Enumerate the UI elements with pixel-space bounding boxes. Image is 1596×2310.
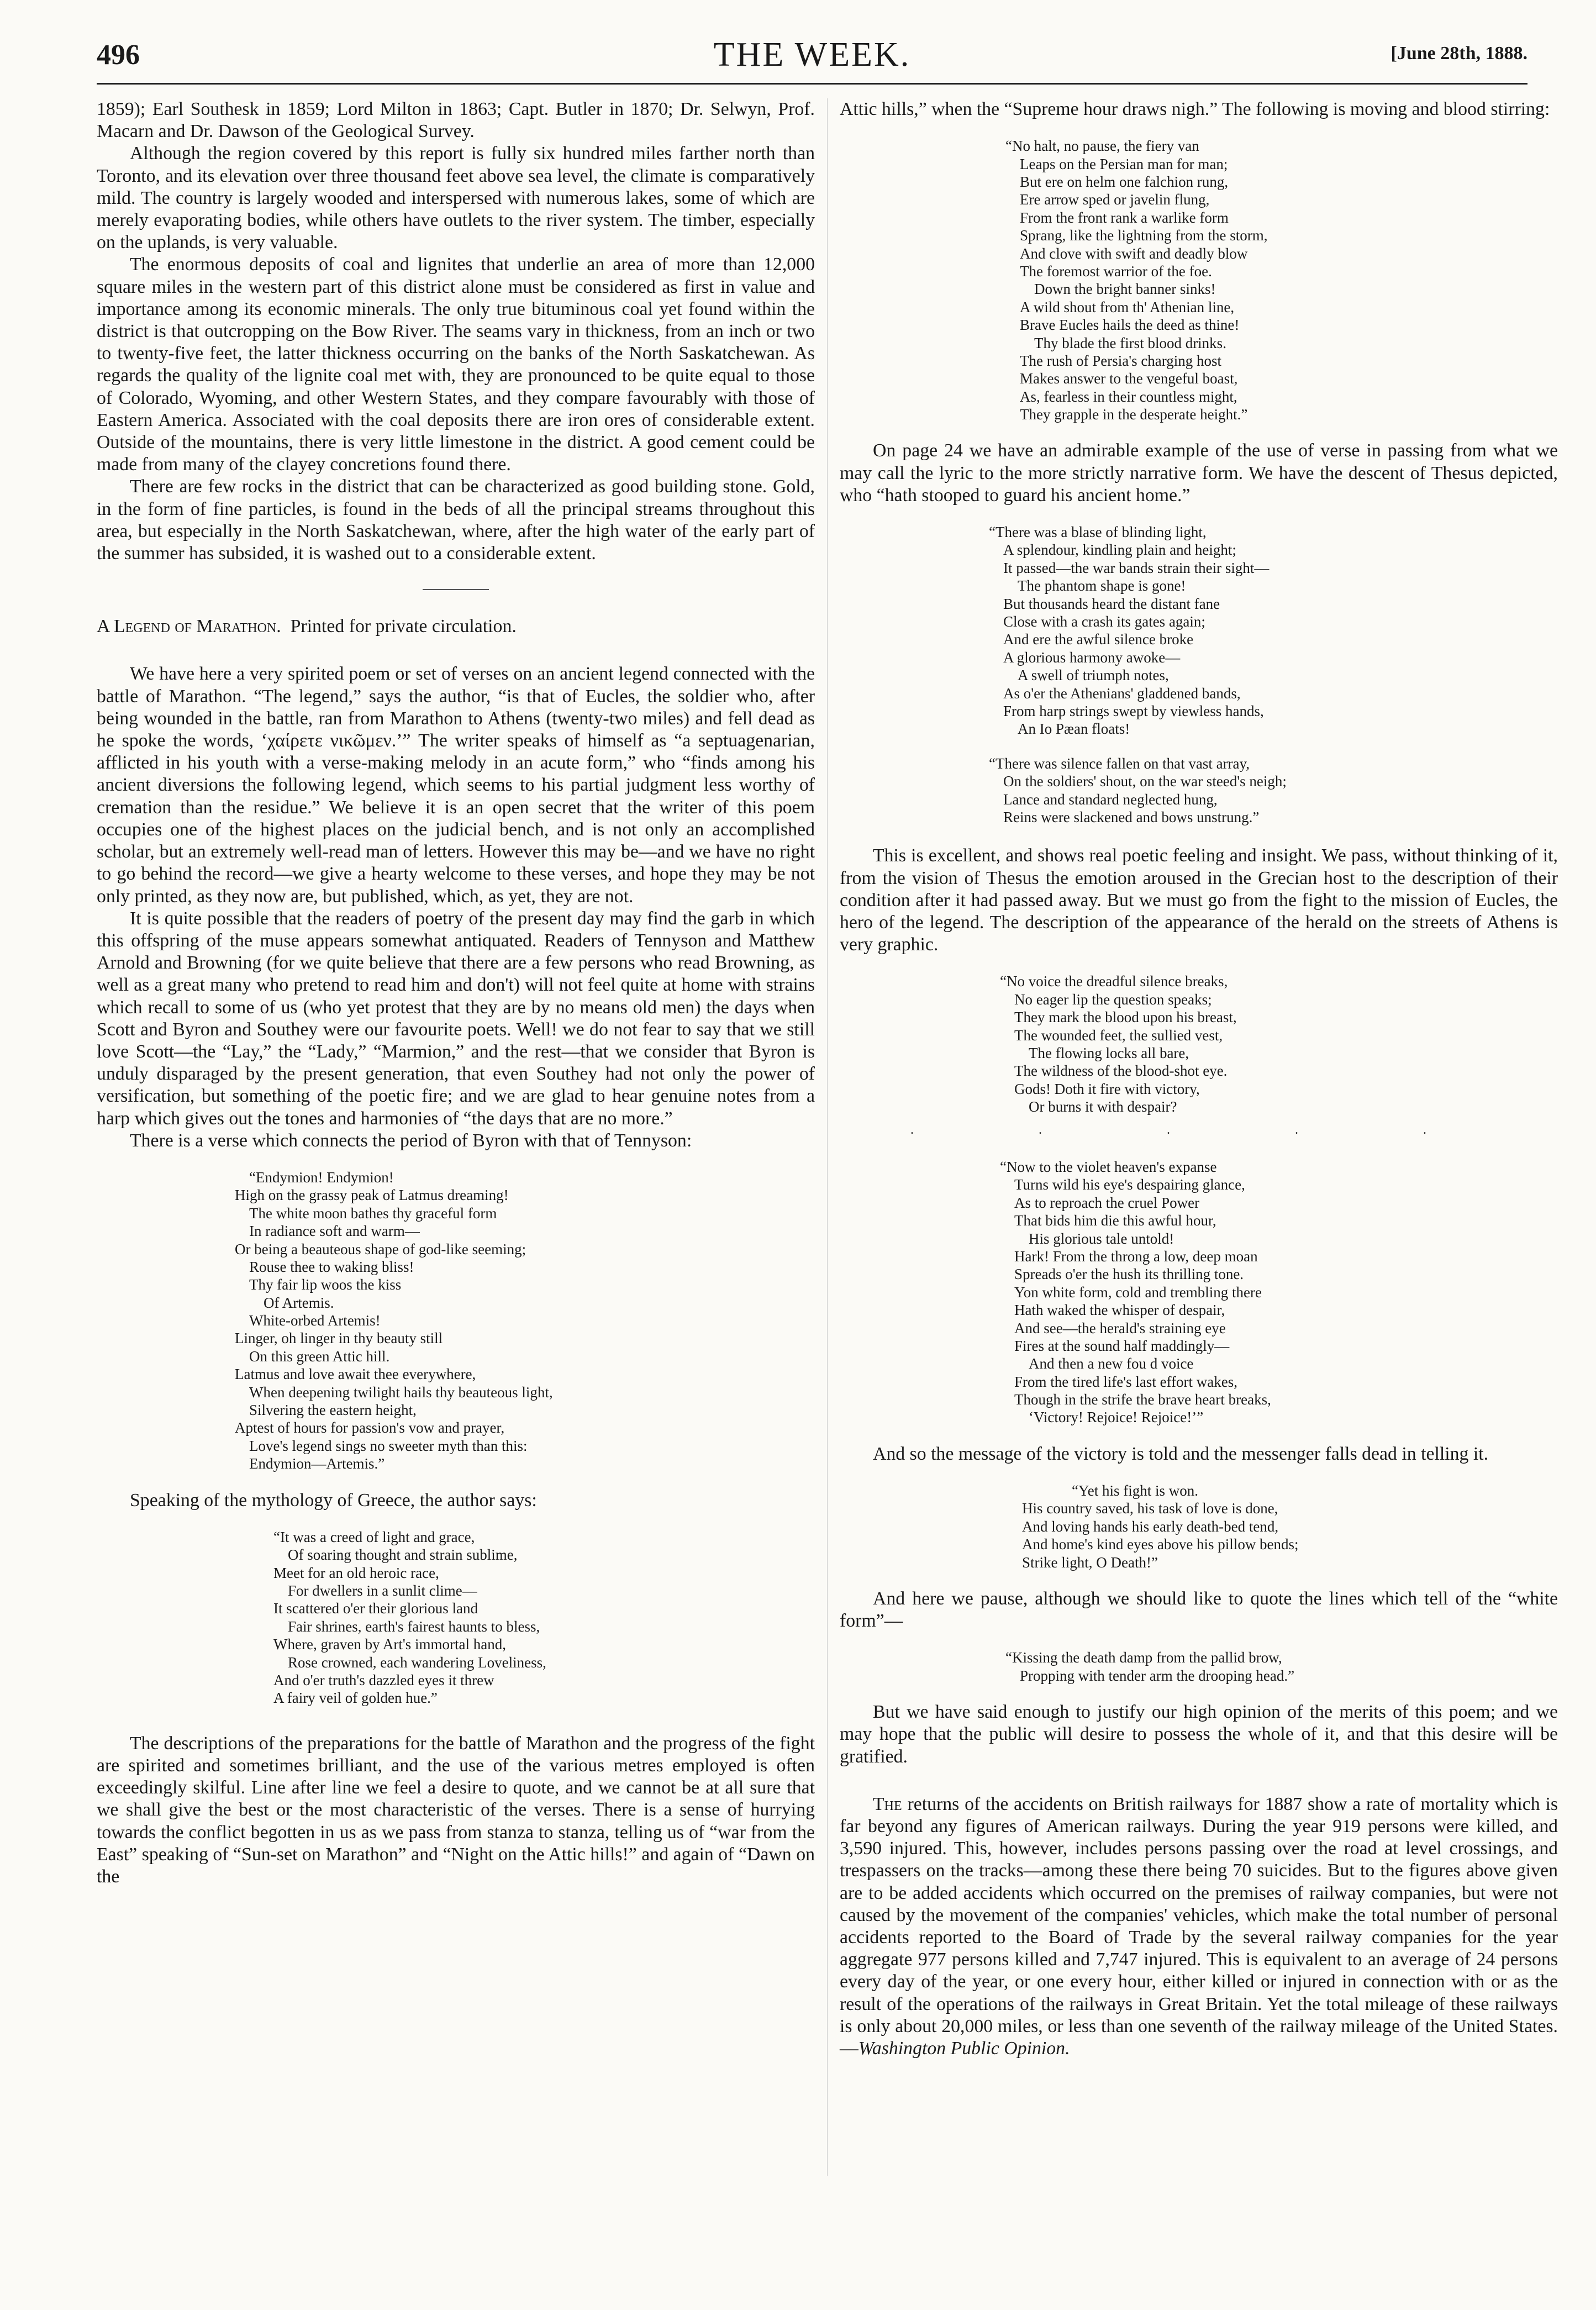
source-credit: Washington Public Opinion. bbox=[858, 2038, 1070, 2059]
verse-line: “Endymion! Endymion! bbox=[249, 1169, 394, 1186]
verse-line: Sprang, like the lightning from the storm, bbox=[1020, 227, 1268, 244]
verse-line: “There was a blase of blinding light, bbox=[989, 524, 1207, 541]
verse-line: Linger, oh linger in thy beauty still bbox=[235, 1330, 443, 1347]
verse-line: And home's kind eyes above his pillow bends; bbox=[1022, 1536, 1299, 1553]
verse-line: The phantom shape is gone! bbox=[1018, 577, 1186, 594]
verse-line: For dwellers in a sunlit clime— bbox=[288, 1582, 477, 1599]
verse-line: “There was silence fallen on that vast array, bbox=[989, 755, 1250, 772]
header-rule bbox=[97, 83, 1527, 85]
verse-line: Turns wild his eye's despairing glance, bbox=[1014, 1176, 1245, 1193]
verse-line: High on the grassy peak of Latmus dreaming! bbox=[235, 1187, 509, 1204]
verse-line: Gods! Doth it fire with victory, bbox=[1014, 1080, 1200, 1097]
verse-line: A wild shout from th' Athenian line, bbox=[1020, 298, 1235, 315]
verse-line: Fair shrines, earth's fairest haunts to bless, bbox=[288, 1618, 540, 1635]
verse-herald bbox=[1000, 972, 1558, 1115]
page-number: 496 bbox=[97, 39, 140, 71]
verse-line: Rouse thee to waking bliss! bbox=[249, 1258, 414, 1275]
verse-line: The wounded feet, the sullied vest, bbox=[1014, 1027, 1223, 1044]
verse-line: As, fearless in their countless might, bbox=[1020, 388, 1237, 405]
verse-line: In radiance soft and warm— bbox=[249, 1223, 420, 1240]
verse-line: Thy blade the first blood drinks. bbox=[1034, 334, 1226, 351]
verse-line: “Kissing the death damp from the pallid brow, bbox=[1005, 1649, 1282, 1666]
verse-line: Ere arrow sped or javelin flung, bbox=[1020, 191, 1210, 208]
verse-line: The rush of Persia's charging host bbox=[1020, 352, 1222, 369]
verse-line: Where, graven by Art's immortal hand, bbox=[273, 1636, 506, 1653]
verse-mythology bbox=[273, 1528, 815, 1707]
verse-line: His glorious tale untold! bbox=[1029, 1230, 1174, 1247]
paragraph: Although the region covered by this report is fully six hundred miles farther north than Toronto, and its elevation over three thousand feet above sea level, the climate is comparatively mild. The country is largely wooded and interspersed with numerous lakes, some of which are merely evaporating bodies, while others have outlets to the river system. The timber, especially on the uplands, is very valuable. bbox=[97, 143, 815, 253]
verse-line: Down the bright banner sinks! bbox=[1034, 281, 1216, 298]
verse-line: “No voice the dreadful silence breaks, bbox=[1000, 973, 1228, 990]
paragraph bbox=[840, 1793, 1558, 2060]
paragraph: And here we pause, although we should like to quote the lines which tell of the “white form”— bbox=[840, 1588, 1558, 1632]
review-note: Printed for private circulation. bbox=[290, 616, 517, 637]
verse-line: Latmus and love await thee everywhere, bbox=[235, 1366, 476, 1383]
verse-line: They mark the blood upon his breast, bbox=[1014, 1009, 1237, 1026]
verse-line: As o'er the Athenians' gladdened bands, bbox=[1003, 685, 1241, 702]
verse-line: Hath waked the whisper of despair, bbox=[1014, 1302, 1225, 1319]
verse-line: On the soldiers' shout, on the war steed's neigh; bbox=[1003, 773, 1287, 790]
masthead: THE WEEK. bbox=[713, 36, 911, 73]
verse-line: The white moon bathes thy graceful form bbox=[249, 1204, 497, 1222]
paragraph: But we have said enough to justify our high opinion of the merits of this poem; and we may hope that the public will desire to possess the whole of it, and that this desire will be gratified. bbox=[840, 1702, 1558, 1767]
verse-line: The flowing locks all bare, bbox=[1029, 1044, 1189, 1061]
verse-line: That bids him die this awful hour, bbox=[1014, 1212, 1216, 1229]
verse-line: His country saved, his task of love is done, bbox=[1022, 1500, 1278, 1517]
page-header bbox=[97, 33, 1527, 77]
verse-line: A glorious harmony awoke— bbox=[1003, 649, 1181, 666]
verse-line: And then a new fou d voice bbox=[1029, 1355, 1194, 1372]
verse-death bbox=[1022, 1482, 1558, 1571]
verse-line: “Now to the violet heaven's expanse bbox=[1000, 1159, 1217, 1175]
verse-battle bbox=[1005, 137, 1558, 423]
lead-word: The bbox=[873, 1793, 902, 1814]
verse-line: Though in the strife the brave heart breaks, bbox=[1014, 1391, 1271, 1408]
verse-line: Or being a beauteous shape of god-like seeming; bbox=[235, 1240, 526, 1257]
verse-line: A splendour, kindling plain and height; bbox=[1003, 541, 1236, 559]
verse-white-form bbox=[1005, 1649, 1558, 1685]
paragraph: The descriptions of the preparations for the battle of Marathon and the progress of the fight are spirited and sometimes brilliant, and the use of the various metres employed is often exceedingly skilful. Line after line we feel a desire to quote, and we cannot be at all sure that we shall give the best or the most characteristic of the verses. There is a sense of hurrying towards the conflict begotten in us as we pass from stanza to stanza, telling us of “war from the East” speaking of “Sun-set on Marathon” and “Night on the Attic hills!” and again of “Dawn on the bbox=[97, 1733, 815, 1887]
verse-line: An Io Pæan floats! bbox=[1018, 720, 1130, 738]
verse-line: And loving hands his early death-bed tend, bbox=[1022, 1518, 1279, 1535]
verse-silence bbox=[989, 755, 1558, 827]
verse-line: Yon white form, cold and trembling there bbox=[1014, 1283, 1262, 1301]
column-rule bbox=[827, 98, 828, 2176]
verse-line: Brave Eucles hails the deed as thine! bbox=[1020, 317, 1240, 334]
verse-line: But ere on helm one falchion rung, bbox=[1020, 173, 1229, 190]
verse-line: When deepening twilight hails thy beauteous light, bbox=[249, 1383, 553, 1401]
verse-line: As to reproach the cruel Power bbox=[1014, 1194, 1200, 1211]
verse-line: And see—the herald's straining eye bbox=[1014, 1319, 1226, 1336]
paragraph: 1859); Earl Southesk in 1859; Lord Milton in 1863; Capt. Butler in 1870; Dr. Selwyn, Prof. Macarn and Dr. Dawson of the Geological Survey. bbox=[97, 99, 815, 142]
verse-line: “Yet his fight is won. bbox=[1072, 1482, 1199, 1499]
verse-line: ‘Victory! Rejoice! Rejoice!’” bbox=[1029, 1409, 1204, 1426]
verse-line: Hark! From the throng a low, deep moan bbox=[1014, 1248, 1258, 1265]
paragraph: There is a verse which connects the period of Byron with that of Tennyson: bbox=[130, 1130, 692, 1151]
verse-line: Leaps on the Persian man for man; bbox=[1020, 155, 1228, 172]
verse-line: Spreads o'er the hush its thrilling tone. bbox=[1014, 1266, 1244, 1283]
issue-date: [June 28th, 1888. bbox=[1390, 43, 1527, 64]
verse-line: And o'er truth's dazzled eyes it threw bbox=[273, 1671, 494, 1688]
verse-thesus bbox=[989, 523, 1558, 738]
verse-line: Rose crowned, each wandering Loveliness, bbox=[288, 1654, 546, 1671]
verse-line: Of Artemis. bbox=[264, 1294, 334, 1311]
paragraph: On page 24 we have an admirable example of the use of verse in passing from what we may call the lyric to the more strictly narrative form. We have the descent of Thesus depicted, who “hath stooped to guard his ancient home.” bbox=[840, 440, 1558, 506]
paragraph: There are few rocks in the district that can be characterized as good building stone. Gold, in the form of fine particles, is found in the beds of all the principal streams throughout this area, but especially in the North Saskatchewan, where, after the high water of the early part of the summer has subsided, it is washed out to a considerable extent. bbox=[97, 476, 815, 564]
paragraph: And so the message of the victory is told and the messenger falls dead in telling it. bbox=[873, 1443, 1489, 1464]
verse-line: A swell of triumph notes, bbox=[1018, 667, 1169, 684]
verse-line: Reins were slackened and bows unstrung.” bbox=[1003, 808, 1260, 825]
verse-line: The foremost warrior of the foe. bbox=[1020, 262, 1212, 280]
verse-line: Lance and standard neglected hung, bbox=[1003, 791, 1218, 808]
verse-line: From the tired life's last effort wakes, bbox=[1014, 1373, 1238, 1390]
verse-line: Love's legend sings no sweeter myth than this: bbox=[249, 1437, 528, 1454]
paragraph: We have here a very spirited poem or set of verses on an ancient legend connected with the battle of Marathon. “The legend,” says the author, “is that of Eucles, the soldier who, after being wounded in the battle, ran from Marathon to Athens (twenty-two miles) and fell dead as he spoke the words, ‘χαίρετε νικῶμεν.’” The writer speaks of himself as “a septuagenarian, afflicted in his youth with a verse-making melody in an acute form,” who “finds among his ancient diversions the following legend, which seems to his partial judgment less worthy of cremation than the residue.” We believe it is an open secret that the writer of this poem occupies one of the highest places on the judicial bench, and is not only an accomplished scholar, but an extremely well-read man of letters. However this may be—and we have no right to go behind the record—we give a hearty welcome to these verses, and hope they may be not only printed, as they now are, but published, which, as yet, they are not. bbox=[97, 664, 815, 907]
ellipsis-row: . . . . . bbox=[910, 1123, 1487, 1138]
railway-text: returns of the accidents on British railways for 1887 show a rate of mortality which is far beyond any figures of American railways. During the year 919 persons were killed, and 3,590 injured. This, however, includes persons passing over the road at level crossings, and trespassers on the tracks—among these there being 70 suicides. But to the figures above given are to be added accidents which occurred on the premises of railway companies, but were not caused by the movement of the companies' vehicles, which make the total number of personal accidents reported to the Board of Trade by the several railway companies for the year aggregate 977 persons killed and 7,747 injured. This is equivalent to an average of 24 persons every day of the year, or one every hour, either killed or injured in connection with or as the result of the operations of the railways in Great Britain. Yet the total mileage of these railways is only about 20,000 miles, or less than one seventh of the railway mileage of the United States.— bbox=[840, 1793, 1558, 2059]
verse-line: “It was a creed of light and grace, bbox=[273, 1528, 475, 1545]
verse-line: Close with a crash its gates again; bbox=[1003, 613, 1205, 630]
verse-line: Makes answer to the vengeful boast, bbox=[1020, 370, 1238, 387]
right-column bbox=[840, 98, 1558, 2060]
verse-line: Thy fair lip woos the kiss bbox=[249, 1276, 402, 1293]
verse-line: “No halt, no pause, the fiery van bbox=[1005, 138, 1199, 155]
verse-line: From harp strings swept by viewless hands, bbox=[1003, 702, 1264, 719]
verse-endymion bbox=[235, 1169, 815, 1473]
verse-line: The wildness of the blood-shot eye. bbox=[1014, 1062, 1228, 1080]
review-heading bbox=[97, 615, 815, 638]
verse-victory bbox=[1000, 1158, 1558, 1427]
verse-line: A fairy veil of golden hue.” bbox=[273, 1690, 438, 1707]
verse-line: White-orbed Artemis! bbox=[249, 1312, 381, 1329]
verse-line: And clove with swift and deadly blow bbox=[1020, 245, 1248, 262]
section-divider bbox=[423, 589, 489, 590]
paragraph: Attic hills,” when the “Supreme hour draws nigh.” The following is moving and blood stirring: bbox=[840, 99, 1550, 119]
verse-line: Endymion—Artemis.” bbox=[249, 1455, 385, 1472]
verse-line: From the front rank a warlike form bbox=[1020, 209, 1229, 226]
verse-line: No eager lip the question speaks; bbox=[1014, 991, 1212, 1008]
verse-line: But thousands heard the distant fane bbox=[1003, 595, 1220, 612]
verse-line: They grapple in the desperate height.” bbox=[1020, 406, 1248, 423]
verse-line: It passed—the war bands strain their sight— bbox=[1003, 559, 1270, 576]
left-column bbox=[97, 98, 815, 1888]
verse-line: Propping with tender arm the drooping head.” bbox=[1020, 1667, 1295, 1684]
review-title: A Legend of Marathon. bbox=[97, 616, 281, 637]
verse-line: It scattered o'er their glorious land bbox=[273, 1600, 478, 1617]
verse-line: On this green Attic hill. bbox=[249, 1348, 390, 1365]
verse-line: Silvering the eastern height, bbox=[249, 1402, 417, 1419]
verse-line: Aptest of hours for passion's vow and prayer, bbox=[235, 1419, 505, 1436]
verse-line: Meet for an old heroic race, bbox=[273, 1564, 439, 1581]
verse-line: Or burns it with despair? bbox=[1029, 1098, 1177, 1115]
paragraph: It is quite possible that the readers of poetry of the present day may find the garb in which this offspring of the muse appears somewhat antiquated. Readers of Tennyson and Matthew Arnold and Browning (for we quite believe that there are a few persons who read Browning, as well as a great many who pretend to read him and don't) will not feel quite at home with strains which recall to some of us (who yet protest that they are by no means old men) the days when Scott and Byron and Southey were our favourite poets. Well! we do not fear to say that we still love Scott—the “Lay,” the “Lady,” “Marmion,” and the rest—that we consider that Byron is unduly disparaged by the present generation, that even Southey had not only the power of versification, but something of the poetic fire; and we are glad to hear genuine notes from a harp which gives out the tones and harmonies of “the days that are no more.” bbox=[97, 908, 815, 1129]
paragraph: Speaking of the mythology of Greece, the author says: bbox=[130, 1490, 537, 1511]
verse-line: And ere the awful silence broke bbox=[1003, 631, 1194, 648]
verse-line: Fires at the sound half maddingly— bbox=[1014, 1337, 1230, 1354]
verse-line: Of soaring thought and strain sublime, bbox=[288, 1546, 518, 1564]
paragraph: This is excellent, and shows real poetic feeling and insight. We pass, without thinking of it, from the vision of Thesus the emotion aroused in the Grecian host to the description of their condition after it had passed away. But we must go from the fight to the mission of Eucles, the hero of the legend. The description of the appearance of the herald on the streets of Athens is very graphic. bbox=[840, 845, 1558, 955]
paragraph: The enormous deposits of coal and lignites that underlie an area of more than 12,000 square miles in the western part of this district alone must be considered as first in value and importance among its economic minerals. The only true bituminous coal yet found within the district is that outcropping on the Bow River. The seams vary in thickness, from an inch or two to twenty-five feet, the latter thickness occurring on the banks of the North Saskatchewan. As regards the quality of the lignite coal met with, they are pronounced to be quite equal to those of Colorado, Wyoming, and other Western States, and they compare favourably with those of Eastern America. Associated with the coal deposits there are iron ores of considerable extent. Outside of the mountains, there is very little limestone in the district. A good cement could be made from many of the clayey concretions found there. bbox=[97, 254, 815, 475]
verse-line: Strike light, O Death!” bbox=[1022, 1554, 1158, 1571]
